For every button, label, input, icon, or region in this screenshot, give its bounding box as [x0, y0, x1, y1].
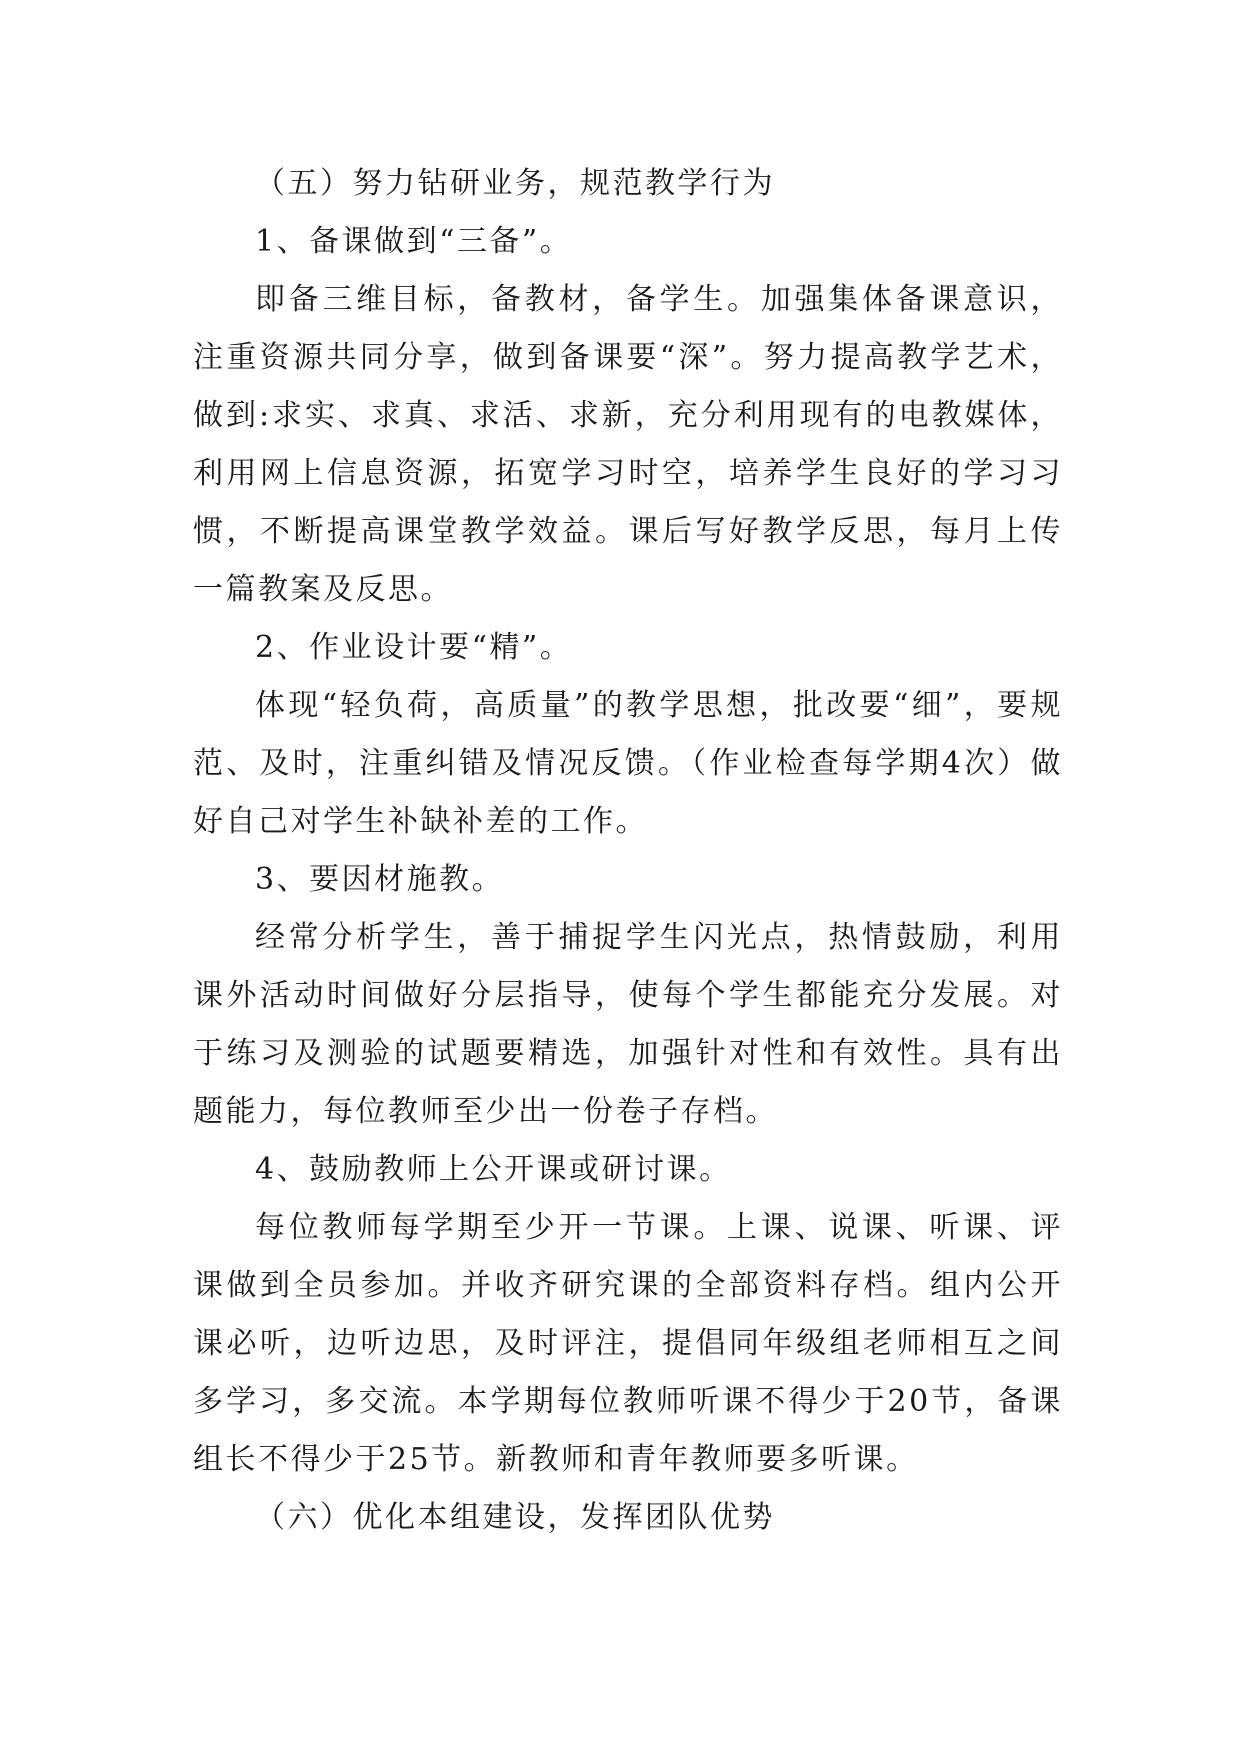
item-1-title: 1、备课做到“三备”。 — [255, 224, 573, 259]
section-6-heading: （六）优化本组建设，发挥团队优势 — [255, 1500, 775, 1535]
item-2-title: 2、作业设计要“精”。 — [255, 630, 573, 665]
item-1-body: 即备三维目标，备教材，备学生。加强集体备课意识，注重资源共同分享，做到备课要“深”。努力提高教学艺术，做到:求实、求真、求活、求新，充分利用现有的电教媒体，利用网上信息资源，拓宽学习时空，培养学生良好的学习习惯，不断提高课堂教学效益。课后写好教学反思，每月上传一篇教案及反思。 — [193, 282, 1063, 607]
document-body — [193, 155, 1063, 1547]
item-3-title: 3、要因材施教。 — [255, 862, 505, 897]
item-4-body: 每位教师每学期至少开一节课。上课、说课、听课、评课做到全员参加。并收齐研究课的全部资料存档。组内公开课必听，边听边思，及时评注，提倡同年级组老师相互之间多学习，多交流。本学期每位教师听课不得少于20节，备课组长不得少于25节。新教师和青年教师要多听课。 — [193, 1210, 1063, 1477]
item-4-title: 4、鼓励教师上公开课或研讨课。 — [255, 1152, 732, 1187]
item-3-body: 经常分析学生，善于捕捉学生闪光点，热情鼓励，利用课外活动时间做好分层指导，使每个学生都能充分发展。对于练习及测验的试题要精选，加强针对性和有效性。具有出题能力，每位教师至少出一份卷子存档。 — [193, 920, 1063, 1129]
item-2-body: 体现“轻负荷，高质量”的教学思想，批改要“细”，要规范、及时，注重纠错及情况反馈。（作业检查每学期4次）做好自己对学生补缺补差的工作。 — [193, 688, 1063, 839]
section-5-heading: （五）努力钻研业务，规范教学行为 — [255, 166, 775, 201]
